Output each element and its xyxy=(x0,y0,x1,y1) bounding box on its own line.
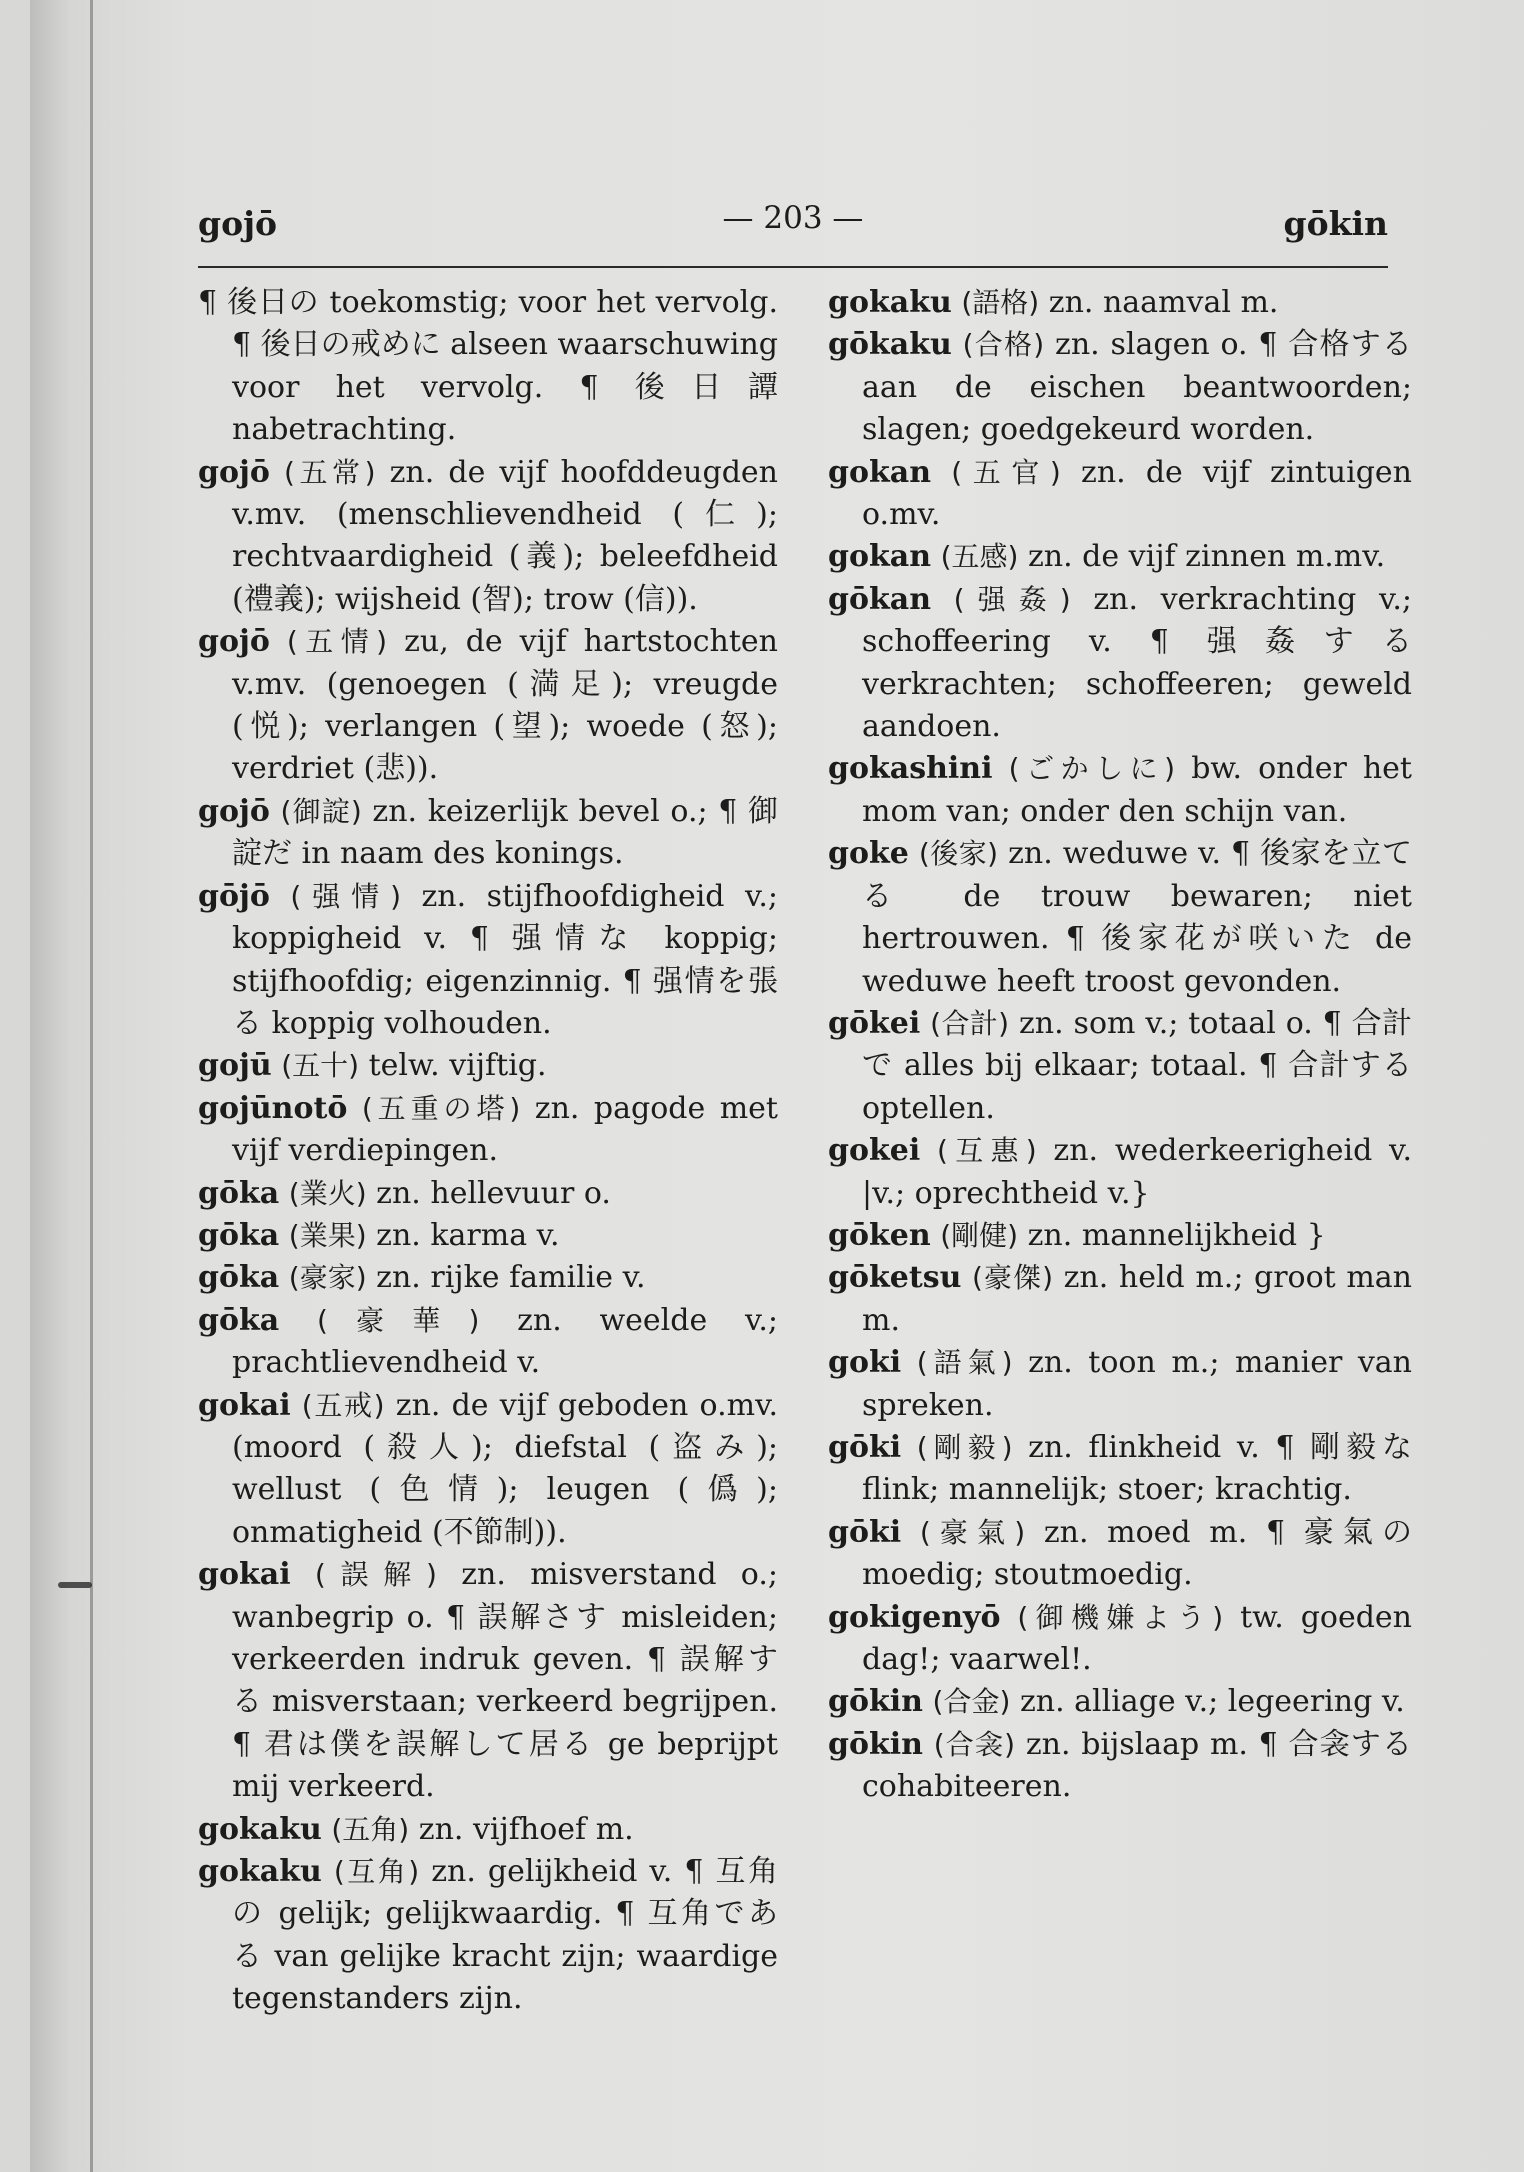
entry-headword: gokaku xyxy=(198,1811,322,1847)
dictionary-entry xyxy=(198,1809,778,1851)
entry-definition: zu, de vijf hartstochten v.mv. (genoegen (満足); vreugde (悦); verlangen (望); woede (怒); verdriet (悲)). xyxy=(232,624,778,787)
page-header xyxy=(198,196,1388,256)
dictionary-entry xyxy=(828,1130,1412,1215)
entry-headword: gōka xyxy=(198,1260,280,1296)
entry-definition: zn. de vijf zinnen m.mv. xyxy=(1027,539,1386,575)
dictionary-entry xyxy=(198,452,778,622)
dictionary-entry xyxy=(198,1300,778,1385)
entry-headword: gōketsu xyxy=(828,1260,962,1296)
entry-kanji: (豪華) xyxy=(316,1303,480,1337)
entry-text: ¶ 後日の toekomstig; voor het vervolg. ¶ 後日の戒めに alseen waarschuwing voor het vervolg. ¶ 後日譚 nabetrachting. xyxy=(198,285,778,448)
entry-definition: zn. flinkheid v. ¶ 剛毅な flink; mannelijk; stoer; krachtig. xyxy=(862,1429,1412,1508)
entry-kanji: (語格) xyxy=(961,286,1040,319)
entry-headword: goki xyxy=(828,1345,902,1381)
entry-kanji: (互角) xyxy=(333,1855,420,1889)
entry-headword: gojō xyxy=(198,454,270,490)
entry-kanji: (合格) xyxy=(962,328,1045,362)
entry-kanji: (强姦) xyxy=(953,582,1071,616)
entry-headword: goke xyxy=(828,836,909,872)
entry-kanji: (强情) xyxy=(290,879,401,913)
entry-kanji: (ごかしに) xyxy=(1008,752,1176,786)
entry-definition: zn. som v.; totaal o. ¶ 合計で alles bij elkaar; totaal. ¶ 合計する optellen. xyxy=(862,1005,1413,1126)
entry-kanji: (剛健) xyxy=(940,1218,1019,1252)
dictionary-entry xyxy=(198,876,778,1046)
header-right-guideword: gōkin xyxy=(1283,204,1388,243)
entry-definition: zn. verkrachting v.; schoffeering v. ¶ 强姦する verkrachten; schoffeeren; geweld aandoen. xyxy=(862,581,1412,745)
entry-headword: gōki xyxy=(828,1514,902,1550)
entry-kanji: (五情) xyxy=(286,625,388,659)
dictionary-entry xyxy=(828,1257,1412,1342)
entry-headword: gojō xyxy=(198,793,270,829)
entry-definition: zn. gelijkheid v. ¶ 互角の gelijk; gelijkwaardig. ¶ 互角である van gelijke kracht zijn; waardige tegenstanders zijn. xyxy=(232,1854,778,2017)
entry-definition: tw. goeden dag!; vaarwel!. xyxy=(862,1599,1412,1677)
entry-definition: zn. stijfhoofdigheid v.; koppigheid v. ¶ 强情な koppig; stijfhoofdig; eigenzinnig. ¶ 强情を張る koppig volhouden. xyxy=(232,878,778,1041)
dictionary-entry xyxy=(828,1342,1412,1427)
entry-kanji: (五官) xyxy=(951,455,1061,489)
entry-headword: gōkan xyxy=(828,581,932,617)
entry-definition: zn. moed m. ¶ 豪氣の moedig; stoutmoedig. xyxy=(862,1514,1412,1593)
dictionary-entry xyxy=(828,1597,1412,1682)
entry-headword: gokigenyō xyxy=(828,1599,1001,1635)
dictionary-entry xyxy=(828,1003,1412,1130)
entry-kanji: (語氣) xyxy=(916,1346,1013,1380)
entry-kanji: (五常) xyxy=(283,455,376,489)
page-number: — 203 — xyxy=(722,200,864,236)
dictionary-entry xyxy=(828,748,1412,833)
dictionary-entry xyxy=(828,1427,1412,1512)
header-left-guideword: gojō xyxy=(198,204,278,243)
dictionary-entry xyxy=(198,1045,778,1087)
entry-definition: zn. alliage v.; legeering v. xyxy=(1019,1684,1405,1720)
entry-headword: gokan xyxy=(828,539,932,575)
dictionary-entry xyxy=(198,1215,778,1257)
entry-headword: gōkin xyxy=(828,1726,923,1762)
entry-kanji: (合計) xyxy=(930,1006,1010,1040)
entry-headword: gojō xyxy=(198,624,270,660)
entry-definition: zn. wederkeerigheid v. |v.; oprechtheid v.} xyxy=(862,1133,1412,1211)
entry-definition: zn. de vijf hoofddeugden v.mv. (menschlievendheid (仁); rechtvaardigheid (義); beleefdheid (禮義); wijsheid (智); trow (信)). xyxy=(232,454,778,617)
entry-kanji: (五戒) xyxy=(301,1388,385,1422)
entry-definition: telw. vijftig. xyxy=(368,1048,547,1084)
dictionary-entry xyxy=(198,1385,778,1555)
entry-kanji: (業火) xyxy=(288,1176,367,1210)
entry-kanji: (豪氣) xyxy=(919,1515,1026,1549)
entry-headword: gōkaku xyxy=(828,327,952,363)
entry-definition: zn. toon m.; manier van spreken. xyxy=(862,1345,1412,1423)
entry-headword: gokei xyxy=(828,1133,921,1169)
entry-headword: gokai xyxy=(198,1387,291,1423)
entry-definition: zn. slagen o. ¶ 合格する aan de eischen beantwoorden; slagen; goedgekeurd worden. xyxy=(862,327,1412,448)
entry-kanji: (五角) xyxy=(331,1812,410,1846)
entry-definition: zn. de vijf geboden o.mv. (moord (殺人); diefstal (盗み); wellust (色情); leugen (僞); onmatigheid (不節制)). xyxy=(232,1387,778,1550)
dictionary-entry xyxy=(828,833,1412,1003)
entry-headword: gōjō xyxy=(198,878,270,914)
entry-definition: zn. weduwe v. ¶ 後家を立てる de trouw bewaren; niet hertrouwen. ¶ 後家花が咲いた de weduwe heeft troost gevonden. xyxy=(862,836,1412,999)
entry-headword: gōken xyxy=(828,1217,931,1253)
dictionary-entry xyxy=(828,1681,1412,1723)
entry-definition: zn. rijke familie v. xyxy=(376,1260,646,1296)
entry-kanji: (互惠) xyxy=(937,1134,1037,1168)
entry-definition: zn. keizerlijk bevel o.; ¶ 御諚だ in naam des konings. xyxy=(232,793,778,872)
dictionary-entry xyxy=(198,1554,778,1808)
dictionary-entry xyxy=(198,621,778,791)
dictionary-entry xyxy=(828,1215,1412,1257)
dictionary-entry xyxy=(828,1512,1412,1597)
entry-headword: gōkei xyxy=(828,1005,921,1041)
right-column xyxy=(828,282,1412,1809)
entry-definition: bw. onder het mom van; onder den schijn van. xyxy=(862,751,1412,829)
entry-definition: zn. bijslaap m. ¶ 合衾する cohabiteeren. xyxy=(862,1726,1412,1805)
entry-definition: zn. karma v. xyxy=(376,1217,560,1253)
entry-headword: gojūnotō xyxy=(198,1090,348,1126)
entry-headword: gōka xyxy=(198,1302,280,1338)
dictionary-entry xyxy=(198,1257,778,1299)
entry-kanji: (業果) xyxy=(288,1218,367,1252)
dictionary-entry xyxy=(828,536,1412,578)
dictionary-entry xyxy=(198,1088,778,1173)
entry-definition: zn. vijfhoef m. xyxy=(418,1811,634,1847)
dictionary-entry xyxy=(198,1173,778,1215)
dictionary-entry xyxy=(828,324,1412,451)
entry-headword: gokan xyxy=(828,454,932,490)
left-column xyxy=(198,282,778,2021)
entry-kanji: (五重の塔) xyxy=(361,1091,521,1125)
entry-definition: zn. weelde v.; prachtlievendheid v. xyxy=(232,1302,778,1381)
entry-definition: zn. naamval m. xyxy=(1048,285,1279,320)
entry-headword: gōka xyxy=(198,1217,280,1253)
entry-kanji: (後家) xyxy=(918,837,999,871)
entry-kanji: (剛毅) xyxy=(916,1430,1013,1464)
entry-kanji: (豪家) xyxy=(288,1261,367,1295)
entry-definition: zn. held m.; groot man m. xyxy=(862,1260,1412,1338)
entry-definition: zn. misverstand o.; wanbegrip o. ¶ 誤解さす misleiden; verkeerden indruk geven. ¶ 誤解する misverstaan; verkeerd begrijpen. ¶ 君は僕を誤解して居る ge beprijpt mij verkeerd. xyxy=(232,1557,778,1805)
entry-kanji: (誤解) xyxy=(314,1558,437,1592)
entry-headword: gōkin xyxy=(828,1684,923,1720)
entry-kanji: (五感) xyxy=(940,540,1019,574)
entry-headword: gōki xyxy=(828,1429,902,1465)
entry-continuation xyxy=(198,282,778,452)
entry-kanji: (五十) xyxy=(281,1049,360,1083)
entry-headword: gokashini xyxy=(828,751,993,787)
entry-definition: zn. pagode met vijf verdiepingen. xyxy=(232,1090,778,1169)
dictionary-entry xyxy=(198,1851,778,2021)
dictionary-entry xyxy=(828,452,1412,537)
entry-kanji: (御諚) xyxy=(280,794,362,828)
header-rule xyxy=(198,266,1388,268)
entry-definition: zn. mannelijkheid } xyxy=(1027,1217,1326,1253)
dictionary-entry xyxy=(828,579,1412,749)
binding-hole-mark xyxy=(58,1582,92,1588)
entry-headword: gojū xyxy=(198,1048,272,1084)
entry-kanji: (御機嫌よう) xyxy=(1017,1600,1224,1634)
entry-headword: gōka xyxy=(198,1175,280,1211)
entry-kanji: (合衾) xyxy=(933,1727,1016,1761)
dictionary-entry xyxy=(828,1724,1412,1809)
entry-headword: gokai xyxy=(198,1557,291,1593)
entry-definition: zn. hellevuur o. xyxy=(376,1175,611,1211)
entry-kanji: (合金) xyxy=(932,1685,1011,1719)
page-spine xyxy=(90,0,93,2172)
entry-headword: gokaku xyxy=(198,1854,322,1890)
entry-definition: zn. de vijf zintuigen o.mv. xyxy=(862,454,1412,533)
entry-kanji: (豪傑) xyxy=(972,1261,1054,1295)
entry-headword: gokaku xyxy=(828,285,952,320)
dictionary-entry xyxy=(828,282,1412,324)
dictionary-entry xyxy=(198,791,778,876)
